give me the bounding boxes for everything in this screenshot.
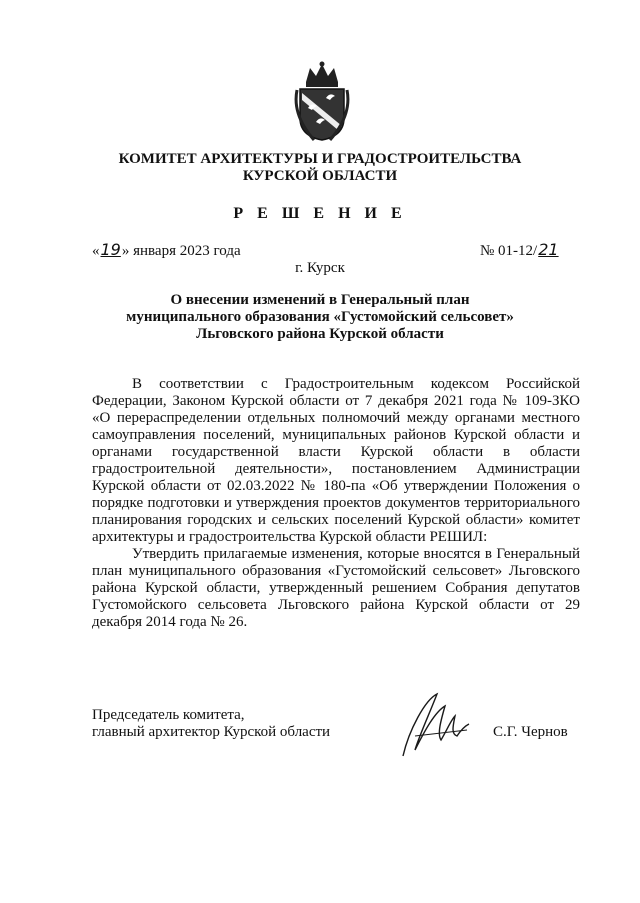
document-body [92, 376, 580, 631]
signatory-position [92, 707, 330, 741]
signatory-position-line2: главный архитектор Курской области [92, 724, 331, 740]
date-day-handwritten: 19 [100, 240, 121, 259]
signatory-position-line1: Председатель комитета, [92, 707, 245, 723]
body-paragraph-preamble: В соответствии с Градостроительным кодексом Российской Федерации, Законом Курской области от 7 декабря 2021 года № 109-ЗКО «О перераспределении отдельных полномочий между органами местного самоуправления поселений, муниципальных районов Курской области и органами государственной власти Курской области в области градостроительной деятельности», постановлением Администрации Курской области от 02.03.2022 № 180-па «Об утверждении Положения о порядке подготовки и утверждения проектов документов территориального планирования городских и сельских поселений Курской области» комитет архитектуры и градостроительства Курской области РЕШИЛ: [92, 376, 580, 545]
handwritten-signature-icon [395, 690, 485, 760]
document-number [480, 240, 560, 260]
subject-heading-line1: О внесении изменений в Генеральный план [170, 292, 470, 308]
organization-name-line1: КОМИТЕТ АРХИТЕКТУРЫ И ГРАДОСТРОИТЕЛЬСТВА [118, 151, 522, 167]
organization-name-line2: КУРСКОЙ ОБЛАСТИ [242, 168, 398, 184]
city: г. Курск [295, 260, 345, 276]
kursk-coat-of-arms-icon [292, 60, 352, 142]
document-type-title: Р Е Ш Е Н И Е [233, 205, 407, 222]
document-number-handwritten: 21 [538, 240, 559, 259]
signatory-name: С.Г. Чернов [493, 724, 568, 740]
subject-heading-line3: Льговского района Курской области [196, 326, 444, 342]
body-paragraph-resolution: Утвердить прилагаемые изменения, которые вносятся в Генеральный план муниципального образования «Густомойский сельсовет» Льговского района Курской области, утвержденный решением Собрания депутатов Густомойского сельсовета Льговского района Курской области от 29 декабря 2014 года № 26. [92, 546, 580, 630]
subject-heading-line2: муниципального образования «Густомойский сельсовет» [126, 309, 514, 325]
document-number-prefix: № 01-12/ [480, 243, 538, 259]
date-rest: » января 2023 года [121, 243, 241, 259]
document-date [92, 240, 241, 260]
date-open-quote: « [92, 243, 100, 259]
